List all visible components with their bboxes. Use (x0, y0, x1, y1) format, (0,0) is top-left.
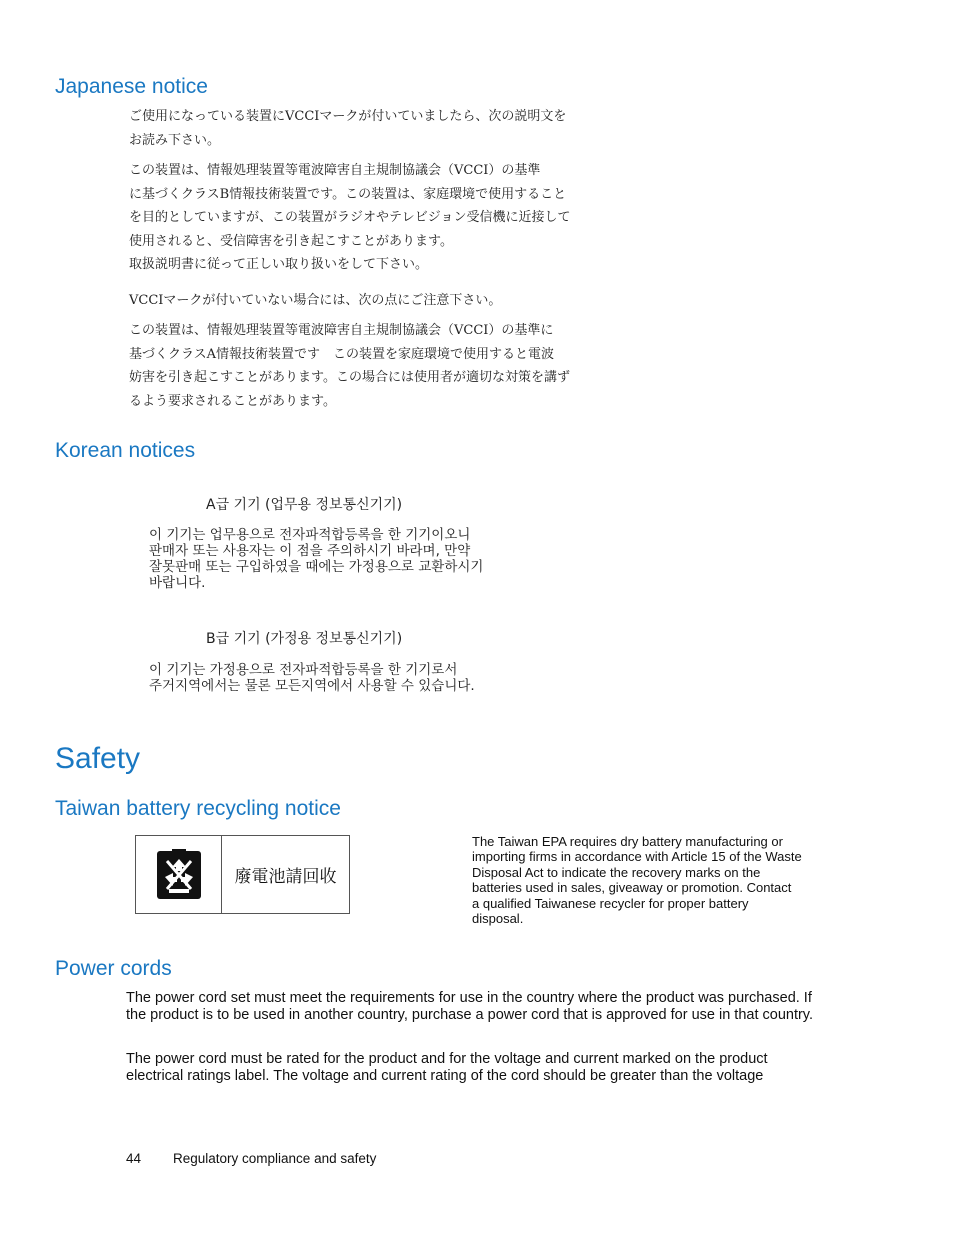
japanese-class-b-line: を目的としていますが、この装置がラジオやテレビジョン受信機に近接して (129, 210, 571, 225)
power-cords-paragraph-2: The power cord must be rated for the product and for the voltage and current marked on the product electrical ratings label. The voltage and current rating of the cord should be greater than the voltage (126, 1051, 768, 1085)
korean-class-a-line: 바랍니다. (149, 575, 206, 591)
japanese-class-b-line: に基づくクラスB情報技術装置です。この装置は、家庭環境で使用すること (129, 186, 567, 202)
korean-class-b-line: 이 기기는 가정용으로 전자파적합등록을 한 기기로서 (149, 662, 458, 678)
safety-heading: Safety (55, 742, 141, 775)
korean-class-a-title: A급 기기 (업무용 정보통신기기) (206, 497, 403, 513)
korean-class-a-text (149, 527, 569, 591)
japanese-no-mark-line: VCCIマークが付いていない場合には、次の点にご注意下さい。 (129, 293, 502, 308)
korean-class-b-title: B급 기기 (가정용 정보통신기기) (206, 631, 403, 647)
battery-recycling-label: 廢電池請回收 (234, 867, 337, 887)
japanese-class-a-line: 妨害を引き起こすことがあります。この場合には使用者が適切な対策を講ず (129, 370, 570, 385)
battery-recycling-box (135, 835, 350, 914)
korean-class-b-line: 주거지역에서는 물론 모든지역에서 사용할 수 있습니다. (149, 678, 475, 694)
japanese-class-b-line: 取扱説明書に従って正しい取り扱いをして下さい。 (129, 257, 429, 272)
korean-class-a-line: 잘못판매 또는 구입하였을 때에는 가정용으로 교환하시기 (149, 559, 484, 575)
japanese-class-b-line: 使用されると、受信障害を引き起こすことがあります。 (129, 233, 453, 249)
japanese-intro (129, 105, 659, 152)
page-footer (126, 1151, 376, 1166)
korean-class-a-line: 판매자 또는 사용자는 이 점을 주의하시기 바라며, 만약 (149, 543, 471, 559)
japanese-intro-line: お読み下さい。 (129, 132, 221, 148)
battery-recycling-icon (155, 849, 203, 901)
japanese-no-mark-text (129, 289, 659, 313)
battery-recycling-icon-cell (136, 836, 222, 913)
taiwan-battery-heading: Taiwan battery recycling notice (55, 797, 341, 820)
taiwan-battery-paragraph: The Taiwan EPA requires dry battery manufacturing or importing firms in accordance with Article 15 of the Waste Disposal Act to indicate the recovery marks on the batteries used in sales, giveaway or promotion. Contact a qualified Taiwanese recycler for proper battery disposal. (472, 834, 802, 927)
japanese-class-a-line: るよう要求されることがあります。 (129, 393, 336, 409)
korean-class-a-line: 이 기기는 업무용으로 전자파적합등록을 한 기기이오니 (149, 527, 471, 543)
power-cords-paragraph-1: The power cord set must meet the requirements for use in the country where the product was purchased. If the product is to be used in another country, purchase a power cord that is approved for use in that country. (126, 990, 814, 1024)
japanese-class-a-line: この装置は、情報処理装置等電波障害自主規制協議会（VCCI）の基準に (129, 323, 554, 338)
japanese-class-a-text (129, 319, 659, 413)
page-number: 44 (126, 1151, 142, 1166)
footer-title: Regulatory compliance and safety (173, 1151, 377, 1166)
japanese-notice-heading: Japanese notice (55, 75, 208, 98)
japanese-intro-line: ご使用になっている装置にVCCIマークが付いていましたら、次の説明文を (129, 109, 567, 124)
power-cords-heading: Power cords (55, 957, 172, 980)
japanese-class-b-line: この装置は、情報処理装置等電波障害自主規制協議会（VCCI）の基準 (129, 163, 541, 178)
korean-class-b-text (149, 662, 569, 694)
korean-notices-heading: Korean notices (55, 439, 196, 462)
japanese-class-a-line: 基づくクラスA情報技術装置です この装置を家庭環境で使用すると電波 (129, 346, 554, 362)
japanese-class-b-text (129, 159, 659, 277)
